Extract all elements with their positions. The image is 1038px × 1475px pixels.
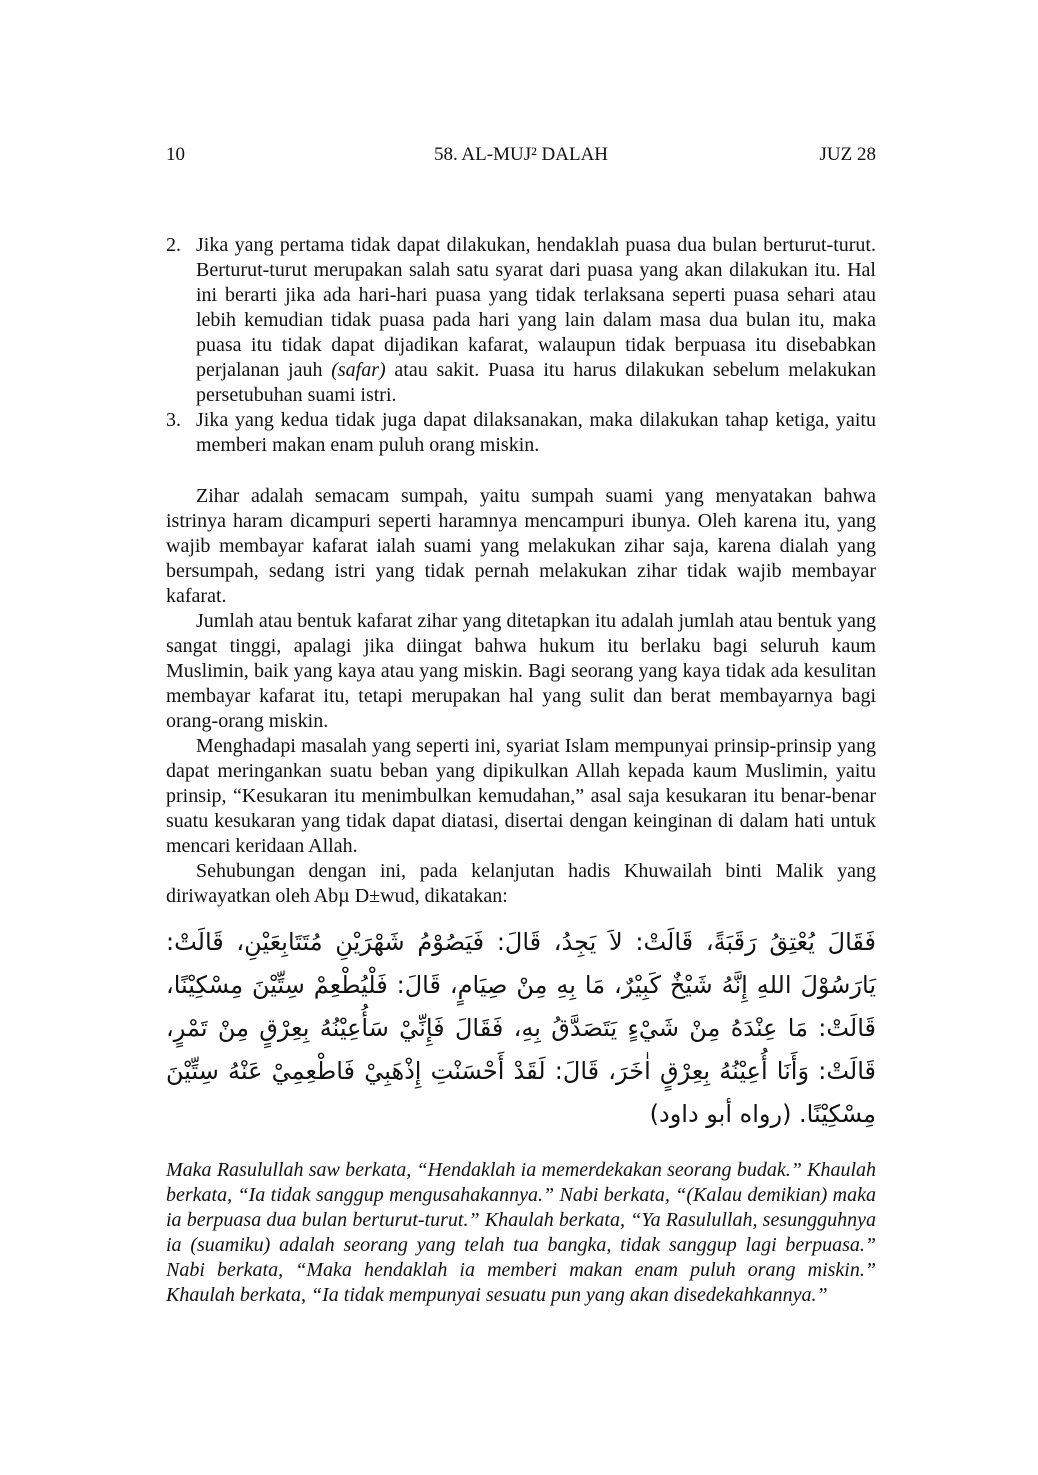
- page-body: [166, 233, 876, 1308]
- list-text: Jika yang kedua tidak juga dapat dilaksanakan, maka dilakukan tahap ketiga, yaitu memberi makan enam puluh orang miskin.: [196, 409, 876, 456]
- list-number: 2.: [166, 234, 181, 256]
- italic-term: (safar): [331, 359, 386, 381]
- numbered-list: [166, 233, 876, 458]
- body-paragraphs: [166, 484, 876, 909]
- list-number: 3.: [166, 409, 181, 431]
- juz-label: JUZ 28: [819, 144, 876, 165]
- hadith-arabic-text: فَقَالَ يُعْتِقُ رَقَبَةً، قَالَتْ: لاَ يَجِدُ، قَالَ: فَيَصُوْمُ شَهْرَيْنِ مُتَتَابِعَيْنِ، قَالَتْ: يَارَسُوْلَ اللهِ إِنَّهُ شَيْخٌ كَبِيْرٌ، مَا بِهِ مِنْ صِيَامٍ، قَالَ: فَلْيُطْعِمْ سِتِّيْنَ مِسْكِيْنًا، قَالَتْ: مَا عِنْدَهُ مِنْ شَيْءٍ يَتَصَدَّقُ بِهِ، فَقَالَ فَإِنِّيْ سَأُعِيْنُهُ بِعِرْقٍ مِنْ تَمْرٍ، قَالَتْ: وَأَنَا أُعِيْنُهُ بِعِرْقٍ اٰخَرَ، قَالَ: لَقَدْ أَحْسَنْتِ إِذْهَبِيْ فَاطْعِمِيْ عَنْهُ سِتِّيْنَ مِسْكِيْنًا. (رواه أبو داود): [166, 928, 876, 1128]
- paragraph: Menghadapi masalah yang seperti ini, syariat Islam mempunyai prinsip-prinsip yang dapat meringankan suatu beban yang dipikulkan Allah kepada kaum Muslimin, yaitu prinsip, “Kesukaran itu menimbulkan kemudahan,” asal saja kesukaran itu benar-benar suatu kesukaran yang tidak dapat diatasi, disertai dengan keinginan di dalam hati untuk mencari keridaan Allah.: [166, 735, 876, 857]
- surah-title: 58. AL-MUJ² DALAH: [433, 144, 609, 165]
- paragraph: Jumlah atau bentuk kafarat zihar yang ditetapkan itu adalah jumlah atau bentuk yang sangat tinggi, apalagi jika diingat bahwa hukum itu berlaku bagi seluruh kaum Muslimin, baik yang kaya atau yang miskin. Bagi seorang yang kaya tidak ada kesulitan membayar kafarat itu, tetapi merupakan hal yang sulit dan berat membayarnya bagi orang-orang miskin.: [166, 610, 876, 732]
- paragraph: Sehubungan dengan ini, pada kelanjutan hadis Khuwailah binti Malik yang diriwayatkan oleh Abµ D±wud, dikatakan:: [166, 860, 876, 907]
- page-header: [166, 144, 876, 174]
- paragraph: Zihar adalah semacam sumpah, yaitu sumpah suami yang menyatakan bahwa istrinya haram dicampuri seperti haramnya mencampuri ibunya. Oleh karena itu, yang wajib membayar kafarat ialah suami yang melakukan zihar saja, karena dialah yang bersumpah, sedang istri yang tidak pernah melakukan zihar tidak wajib membayar kafarat.: [166, 485, 876, 607]
- hadith-translation: Maka Rasulullah saw berkata, “Hendaklah ia memerdekakan seorang budak.” Khaulah berkata, “Ia tidak sanggup mengusahakannya.” Nabi berkata, “(Kalau demikian) maka ia berpuasa dua bulan berturut-turut.” Khaulah berkata, “Ya Rasulullah, sesungguhnya ia (suamiku) adalah seorang yang telah tua bangka, tidak sanggup lagi berpuasa.” Nabi berkata, “Maka hendaklah ia memberi makan enam puluh orang miskin.” Khaulah berkata, “Ia tidak mempunyai sesuatu pun yang akan disedekahkannya.”: [166, 1159, 876, 1306]
- list-text: Jika yang pertama tidak dapat dilakukan, hendaklah puasa dua bulan berturut-turut. Berturut-turut merupakan salah satu syarat dari puasa yang akan dilakukan itu. Hal ini berarti jika ada hari-hari puasa yang tidak terlaksana seperti puasa sehari atau lebih kemudian tidak puasa pada hari yang lain dalam masa dua bulan itu, maka puasa itu tidak dapat dijadikan kafarat, walaupun tidak berpuasa itu disebabkan perjalanan jauh: [196, 234, 876, 381]
- list-item: [166, 408, 876, 458]
- page-number: 10: [166, 144, 185, 165]
- list-text-continued: atau sakit. Puasa itu harus dilakukan sebelum melakukan persetubuhan suami istri.: [196, 359, 877, 406]
- list-item: [166, 233, 876, 408]
